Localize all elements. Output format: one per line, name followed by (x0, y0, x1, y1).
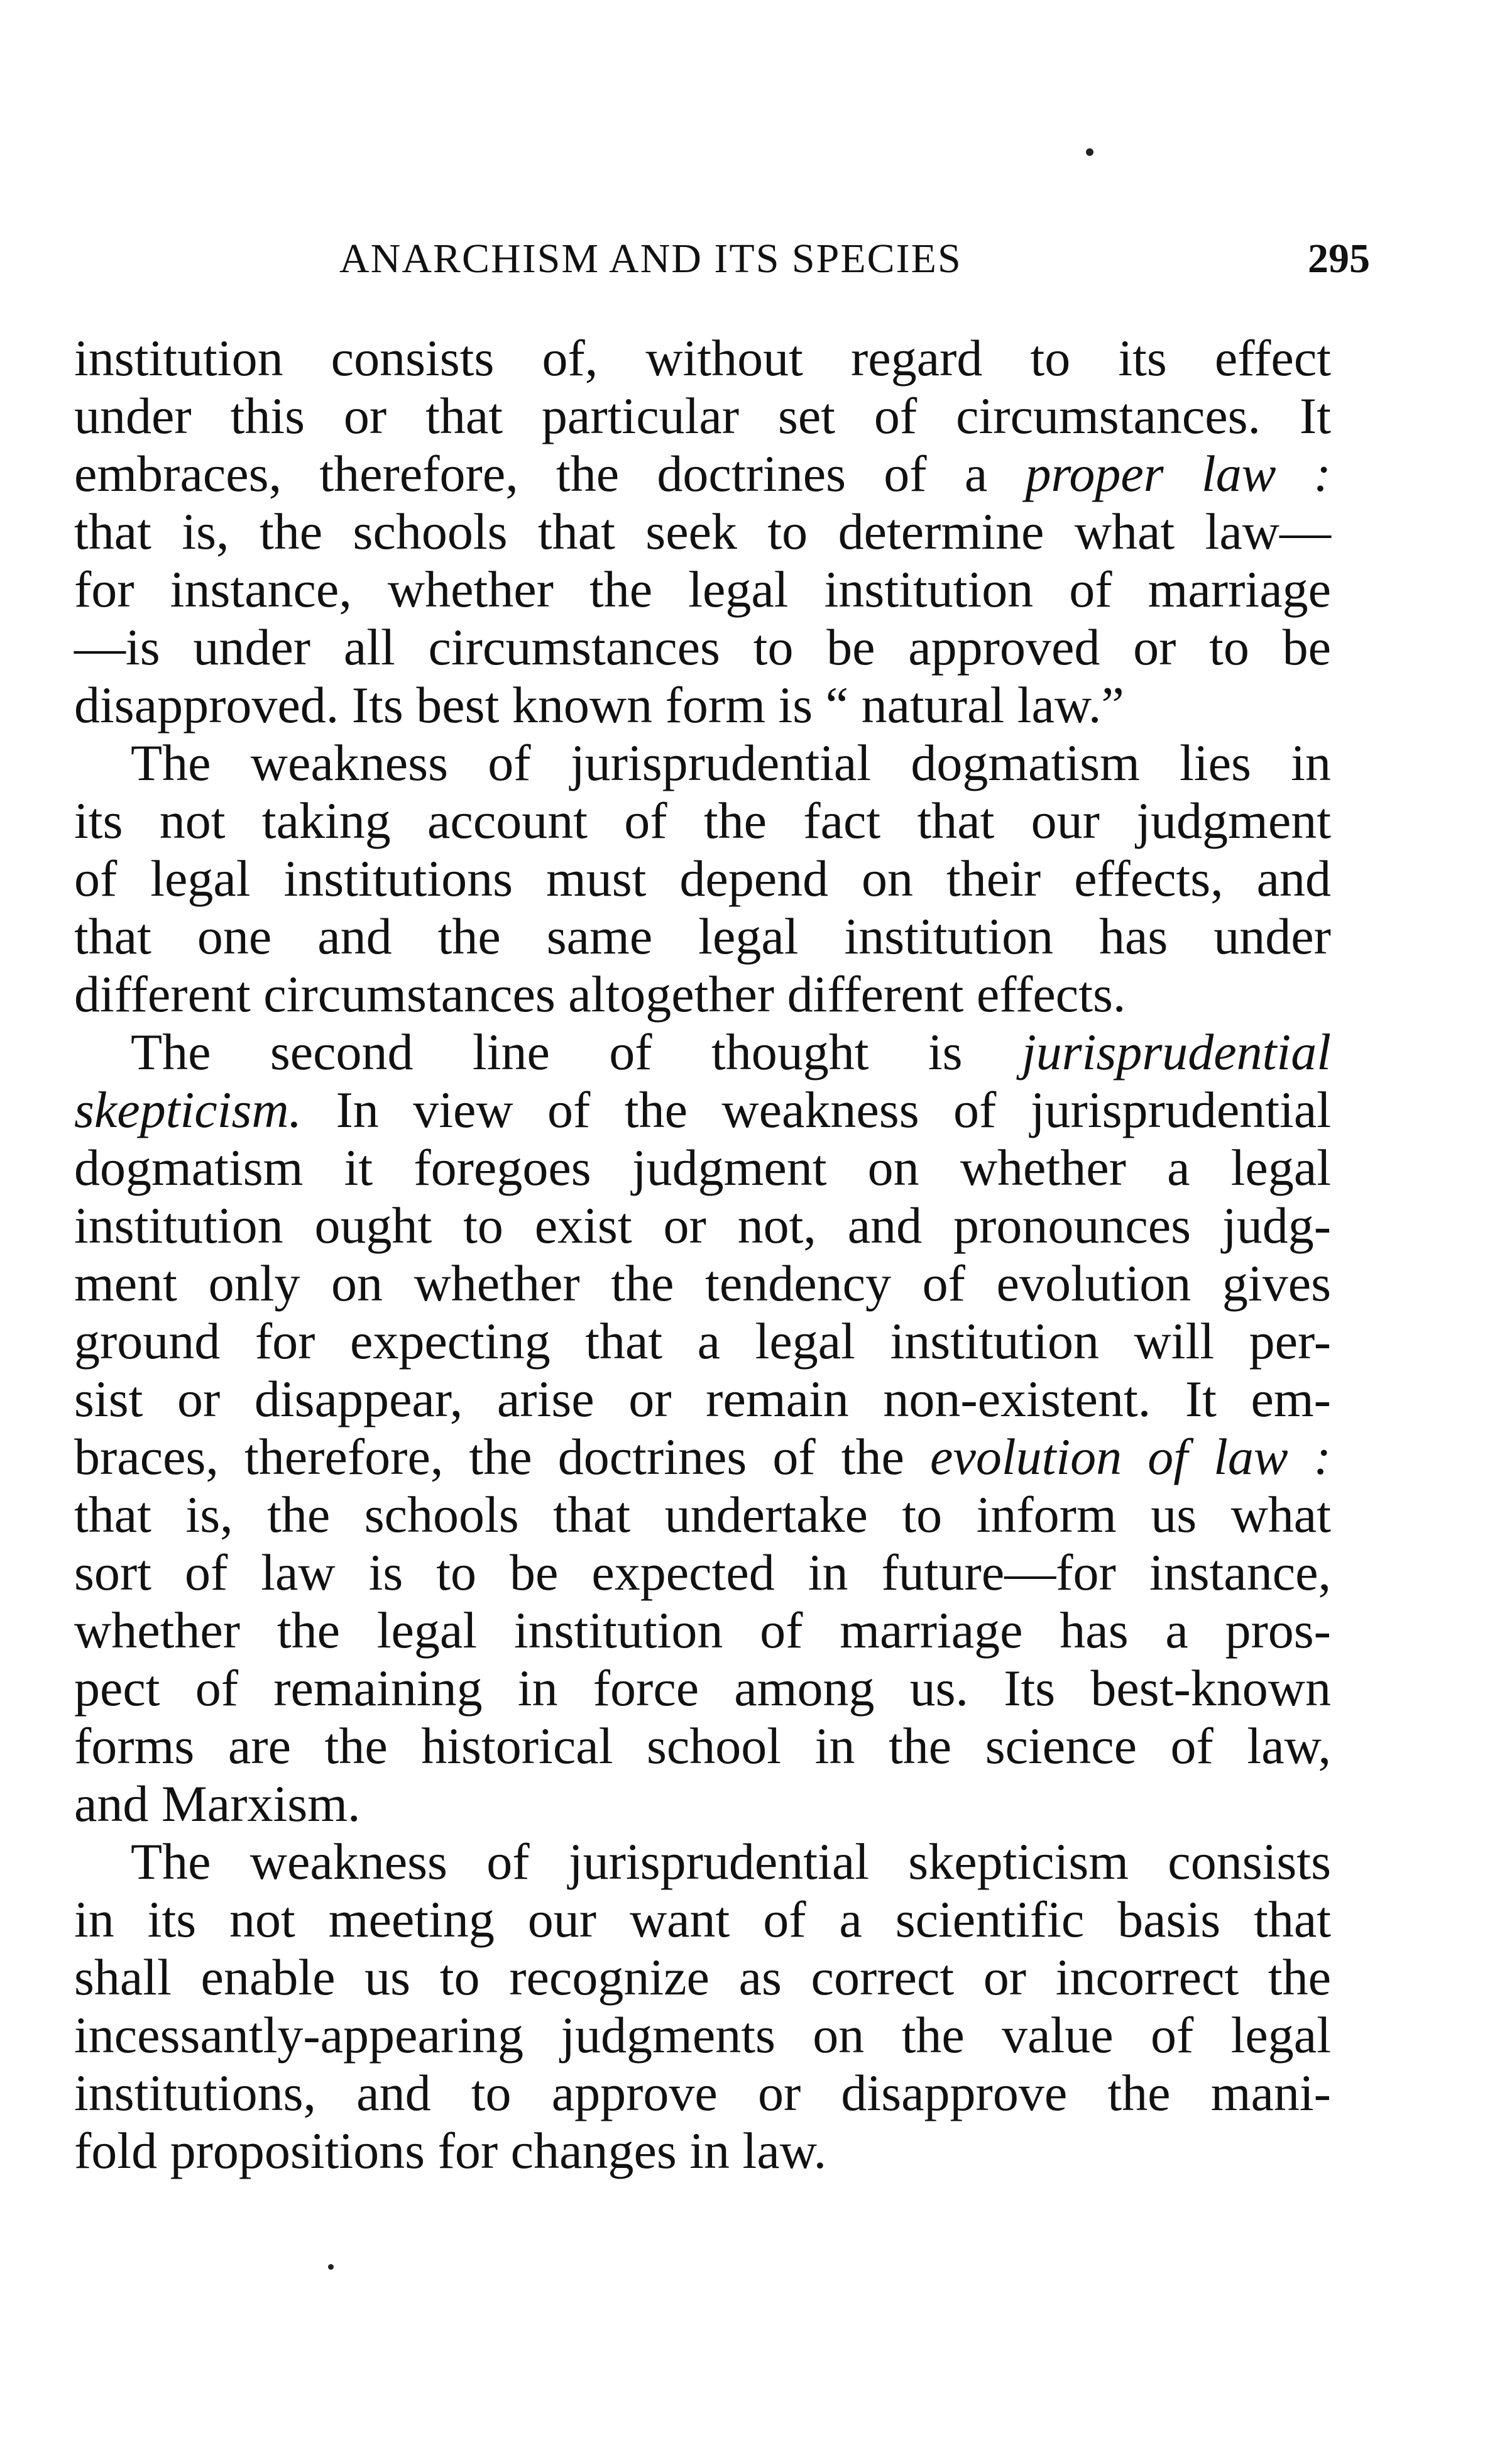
text-run: institution consists of, without regard to its effect (74, 329, 1331, 387)
text-line (74, 1486, 1331, 1544)
text-line (74, 1833, 1331, 1891)
text-run: The second line of thought is (131, 1023, 1022, 1081)
text-run: that is, the schools that seek to determine what law— (74, 503, 1331, 560)
text-line (74, 1949, 1331, 2006)
text-run: its not taking account of the fact that our judgment (74, 792, 1331, 849)
text-line (74, 1717, 1331, 1775)
text-line (74, 2122, 1331, 2180)
text-line (74, 1255, 1331, 1312)
paragraph (74, 329, 1331, 734)
text-run: ment only on whether the tendency of evolution gives (74, 1255, 1331, 1312)
text-line (74, 1659, 1331, 1717)
text-line (74, 734, 1331, 792)
text-run: disapproved. Its best known form is “ natural law.” (74, 676, 1124, 734)
text-run: different circumstances altogether different effects. (74, 965, 1126, 1023)
text-line (74, 329, 1331, 387)
italic-run: jurisprudential (1021, 1023, 1331, 1081)
text-line (74, 387, 1331, 445)
text-line (74, 676, 1331, 734)
text-line (74, 1023, 1331, 1081)
text-line (74, 619, 1331, 676)
text-run: ground for expecting that a legal institution will per- (74, 1312, 1331, 1370)
italic-run: evolution of law : (930, 1428, 1332, 1485)
text-run: institutions, and to approve or disapprove the mani- (74, 2064, 1331, 2121)
text-run: and Marxism. (74, 1775, 361, 1832)
text-run: The weakness of jurisprudential dogmatism lies in (131, 734, 1331, 791)
text-run: The weakness of jurisprudential skepticism consists (131, 1833, 1331, 1890)
text-line (74, 850, 1331, 908)
paragraph (74, 1023, 1331, 1833)
text-line (74, 2064, 1331, 2122)
text-run: pect of remaining in force among us. Its best-known (74, 1659, 1331, 1717)
text-line (74, 1081, 1331, 1139)
scan-speck (328, 2264, 334, 2270)
text-run: whether the legal institution of marriage has a pros- (74, 1602, 1331, 1659)
text-run: shall enable us to recognize as correct or incorrect the (74, 1949, 1331, 2006)
text-line (74, 1602, 1331, 1659)
scan-speck (1086, 148, 1093, 156)
page-header (75, 226, 1370, 295)
text-run: under this or that particular set of circumstances. It (74, 387, 1331, 444)
italic-run: skepticism. (74, 1081, 302, 1138)
text-run: embraces, therefore, the doctrines of a (74, 445, 1026, 502)
text-run: in its not meeting our want of a scientific basis that (74, 1891, 1331, 1948)
text-run: sort of law is to be expected in future—for instance, (74, 1544, 1331, 1601)
text-run: institution ought to exist or not, and pronounces judg- (74, 1197, 1331, 1254)
text-run: of legal institutions must depend on their effects, and (74, 850, 1331, 907)
text-line (74, 1428, 1331, 1486)
text-run: for instance, whether the legal institution of marriage (74, 561, 1331, 618)
text-line (74, 965, 1331, 1023)
text-line (74, 908, 1331, 965)
paragraph (74, 734, 1331, 1023)
text-line (74, 1775, 1331, 1833)
text-run: —is under all circumstances to be approved or to be (74, 619, 1331, 676)
text-run: sist or disappear, arise or remain non-existent. It em- (74, 1370, 1331, 1427)
text-run: forms are the historical school in the science of law, (74, 1717, 1331, 1774)
text-line (74, 1312, 1331, 1370)
text-line (74, 1891, 1331, 1949)
text-line (74, 792, 1331, 850)
text-run: dogmatism it foregoes judgment on whether a legal (74, 1139, 1331, 1196)
text-run: that one and the same legal institution has under (74, 908, 1331, 965)
text-line (74, 1370, 1331, 1428)
text-run: that is, the schools that undertake to inform us what (74, 1486, 1331, 1543)
text-run: braces, therefore, the doctrines of the (74, 1428, 931, 1485)
text-line (74, 561, 1331, 619)
body-text (74, 329, 1331, 2180)
text-line (74, 1544, 1331, 1602)
page-number: 295 (1308, 236, 1370, 282)
text-line (74, 2006, 1331, 2064)
text-run: incessantly-appearing judgments on the value of legal (74, 2006, 1331, 2064)
text-line (74, 503, 1331, 561)
text-run: In view of the weakness of jurisprudential (302, 1081, 1331, 1138)
running-head: ANARCHISM AND ITS SPECIES (339, 236, 962, 282)
paragraph (74, 1833, 1331, 2180)
text-run: fold propositions for changes in law. (74, 2122, 827, 2179)
text-line (74, 445, 1331, 503)
text-line (74, 1139, 1331, 1197)
italic-run: proper law : (1025, 445, 1331, 502)
text-line (74, 1197, 1331, 1255)
